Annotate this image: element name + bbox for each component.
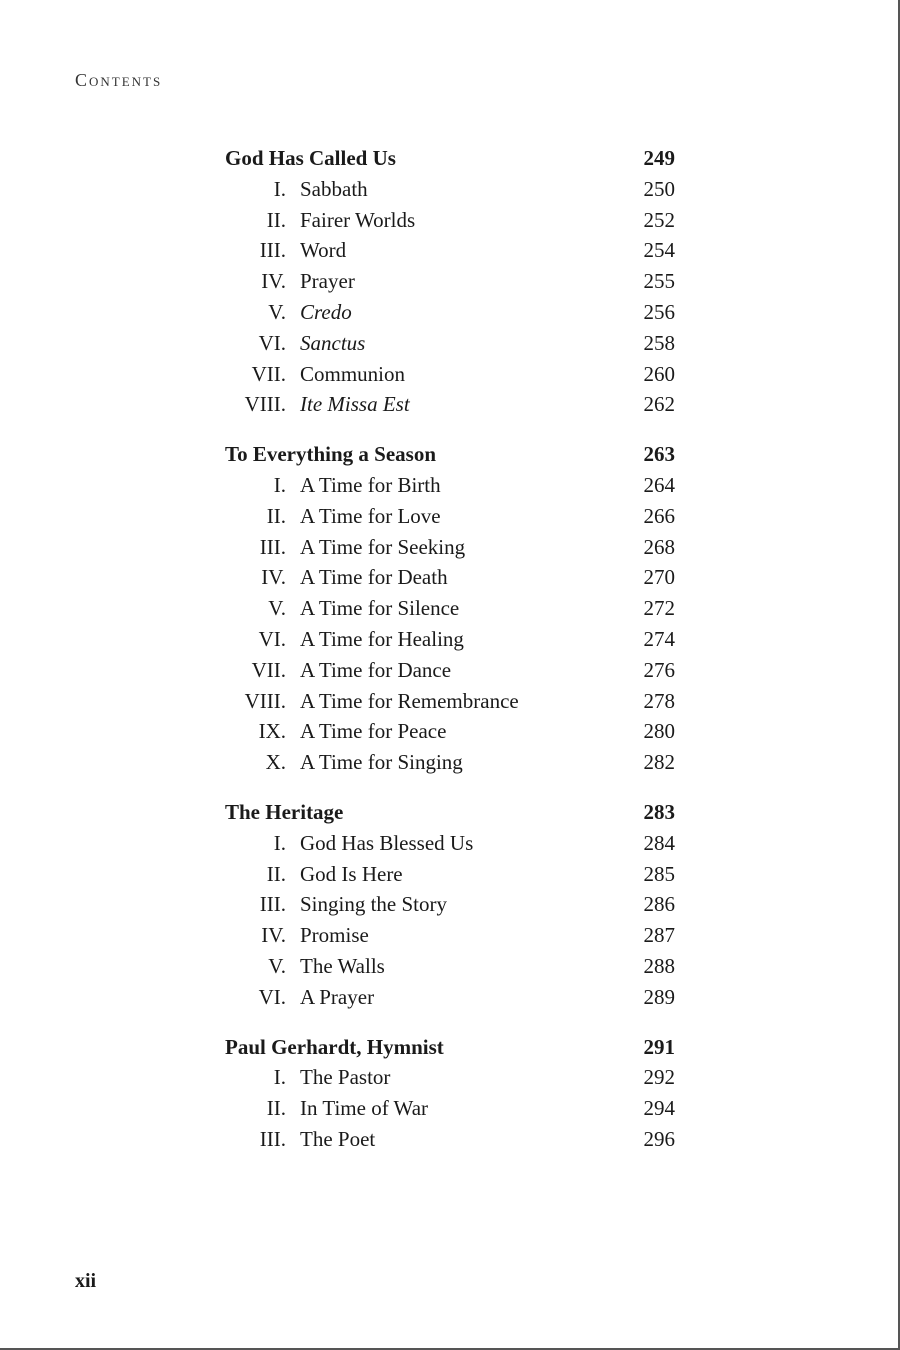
entry-page-number: 286 [643, 892, 675, 917]
toc-entry[interactable] [225, 1093, 675, 1124]
running-head: Contents [75, 70, 163, 90]
entry-numeral: III. [259, 1126, 286, 1151]
entry-title: Communion [300, 361, 406, 386]
entry-page-number: 266 [643, 503, 675, 528]
section-title: The Heritage [225, 799, 344, 824]
entry-page-number: 262 [643, 392, 675, 417]
entry-title: Sabbath [300, 176, 368, 201]
entry-page-number: 285 [643, 861, 675, 886]
entry-page-number: 284 [643, 830, 675, 855]
toc-section [225, 1032, 675, 1155]
toc-entry[interactable] [225, 470, 675, 501]
entry-page-number: 278 [643, 688, 675, 713]
entry-page-number: 274 [643, 626, 675, 651]
entry-title: Prayer [300, 269, 355, 294]
entry-title: A Time for Healing [300, 626, 464, 651]
entry-page-number: 258 [643, 330, 675, 355]
entry-numeral: I. [273, 176, 286, 201]
toc-entry[interactable] [225, 982, 675, 1013]
entry-page-number: 294 [643, 1096, 675, 1121]
entry-title: Singing the Story [300, 892, 448, 917]
entry-title: Fairer Worlds [300, 207, 416, 232]
entry-title: A Time for Death [300, 565, 448, 590]
table-of-contents [225, 143, 675, 1174]
toc-entry[interactable] [225, 747, 675, 778]
toc-entry[interactable] [225, 266, 675, 297]
entry-page-number: 264 [643, 472, 675, 497]
entry-title: The Pastor [300, 1065, 391, 1090]
toc-section-heading[interactable] [225, 1032, 675, 1063]
section-title: To Everything a Season [225, 442, 437, 467]
entry-numeral: V. [268, 953, 286, 978]
toc-entry[interactable] [225, 562, 675, 593]
toc-entry[interactable] [225, 920, 675, 951]
entry-page-number: 280 [643, 719, 675, 744]
entry-title: A Time for Silence [300, 596, 460, 621]
entry-title: God Is Here [300, 861, 403, 886]
entry-page-number: 255 [643, 269, 675, 294]
toc-entry[interactable] [225, 501, 675, 532]
entry-page-number: 288 [643, 953, 675, 978]
entry-title: A Time for Singing [300, 750, 463, 775]
entry-numeral: IX. [258, 719, 286, 744]
entry-title: Word [300, 238, 347, 263]
toc-entry[interactable] [225, 174, 675, 205]
entry-title: The Poet [300, 1126, 376, 1151]
entry-title: A Prayer [300, 984, 375, 1009]
section-page-number: 291 [643, 1034, 675, 1059]
toc-entry[interactable] [225, 235, 675, 266]
toc-entry[interactable] [225, 828, 675, 859]
entry-numeral: VII. [251, 657, 286, 682]
toc-section [225, 143, 675, 420]
toc-section-heading[interactable] [225, 439, 675, 470]
entry-page-number: 282 [643, 750, 675, 775]
toc-entry[interactable] [225, 624, 675, 655]
entry-numeral: II. [266, 207, 286, 232]
entry-title: Promise [300, 923, 369, 948]
entry-page-number: 256 [643, 299, 675, 324]
toc-entry[interactable] [225, 716, 675, 747]
toc-entry[interactable] [225, 593, 675, 624]
toc-entry[interactable] [225, 359, 675, 390]
toc-section [225, 439, 675, 778]
entry-numeral: V. [268, 596, 286, 621]
entry-title: A Time for Love [300, 503, 441, 528]
section-page-number: 263 [643, 442, 675, 467]
entry-page-number: 260 [643, 361, 675, 386]
entry-title: A Time for Peace [300, 719, 447, 744]
toc-entry[interactable] [225, 889, 675, 920]
section-title: God Has Called Us [225, 146, 396, 170]
entry-numeral: VI. [258, 330, 286, 355]
entry-page-number: 296 [643, 1126, 675, 1151]
entry-page-number: 268 [643, 534, 675, 559]
entry-title: Ite Missa Est [300, 392, 410, 417]
entry-numeral: III. [259, 892, 286, 917]
entry-title: In Time of War [300, 1096, 429, 1121]
toc-section [225, 797, 675, 1013]
entry-numeral: III. [259, 238, 286, 263]
entry-numeral: VI. [258, 626, 286, 651]
toc-entry[interactable] [225, 686, 675, 717]
toc-entry[interactable] [225, 1124, 675, 1155]
entry-numeral: I. [273, 472, 286, 497]
entry-page-number: 254 [643, 238, 675, 263]
entry-title: Credo [300, 299, 352, 324]
toc-entry[interactable] [225, 297, 675, 328]
toc-section-heading[interactable] [225, 143, 675, 174]
entry-numeral: I. [273, 830, 286, 855]
section-page-number: 249 [643, 146, 675, 170]
entry-title: A Time for Remembrance [300, 688, 519, 713]
entry-page-number: 250 [643, 176, 675, 201]
toc-entry[interactable] [225, 328, 675, 359]
toc-entry[interactable] [225, 1062, 675, 1093]
entry-page-number: 276 [643, 657, 675, 682]
entry-page-number: 292 [643, 1065, 675, 1090]
entry-numeral: VI. [258, 984, 286, 1009]
entry-page-number: 289 [643, 984, 675, 1009]
toc-section-heading[interactable] [225, 797, 675, 828]
entry-numeral: II. [266, 1096, 286, 1121]
toc-entry[interactable] [225, 389, 675, 420]
entry-page-number: 272 [643, 596, 675, 621]
entry-numeral: VIII. [244, 688, 286, 713]
entry-numeral: IV. [261, 923, 286, 948]
entry-page-number: 252 [643, 207, 675, 232]
entry-numeral: II. [266, 861, 286, 886]
toc-entry[interactable] [225, 951, 675, 982]
toc-entry[interactable] [225, 655, 675, 686]
entry-numeral: VIII. [244, 392, 286, 417]
section-page-number: 283 [643, 799, 675, 824]
entry-title: God Has Blessed Us [300, 830, 474, 855]
entry-numeral: I. [273, 1065, 286, 1090]
entry-numeral: V. [268, 299, 286, 324]
toc-entry[interactable] [225, 859, 675, 890]
entry-title: A Time for Seeking [300, 534, 466, 559]
section-title: Paul Gerhardt, Hymnist [225, 1034, 444, 1059]
entry-page-number: 270 [643, 565, 675, 590]
entry-numeral: IV. [261, 269, 286, 294]
toc-entry[interactable] [225, 532, 675, 563]
entry-title: Sanctus [300, 330, 366, 355]
entry-title: The Walls [300, 953, 385, 978]
toc-entry[interactable] [225, 205, 675, 236]
entry-numeral: X. [265, 750, 286, 775]
entry-numeral: II. [266, 503, 286, 528]
entry-title: A Time for Dance [300, 657, 452, 682]
entry-numeral: III. [259, 534, 286, 559]
page-number: xii [75, 1270, 97, 1292]
entry-numeral: IV. [261, 565, 286, 590]
entry-title: A Time for Birth [300, 472, 441, 497]
entry-page-number: 287 [643, 923, 675, 948]
entry-numeral: VII. [251, 361, 286, 386]
